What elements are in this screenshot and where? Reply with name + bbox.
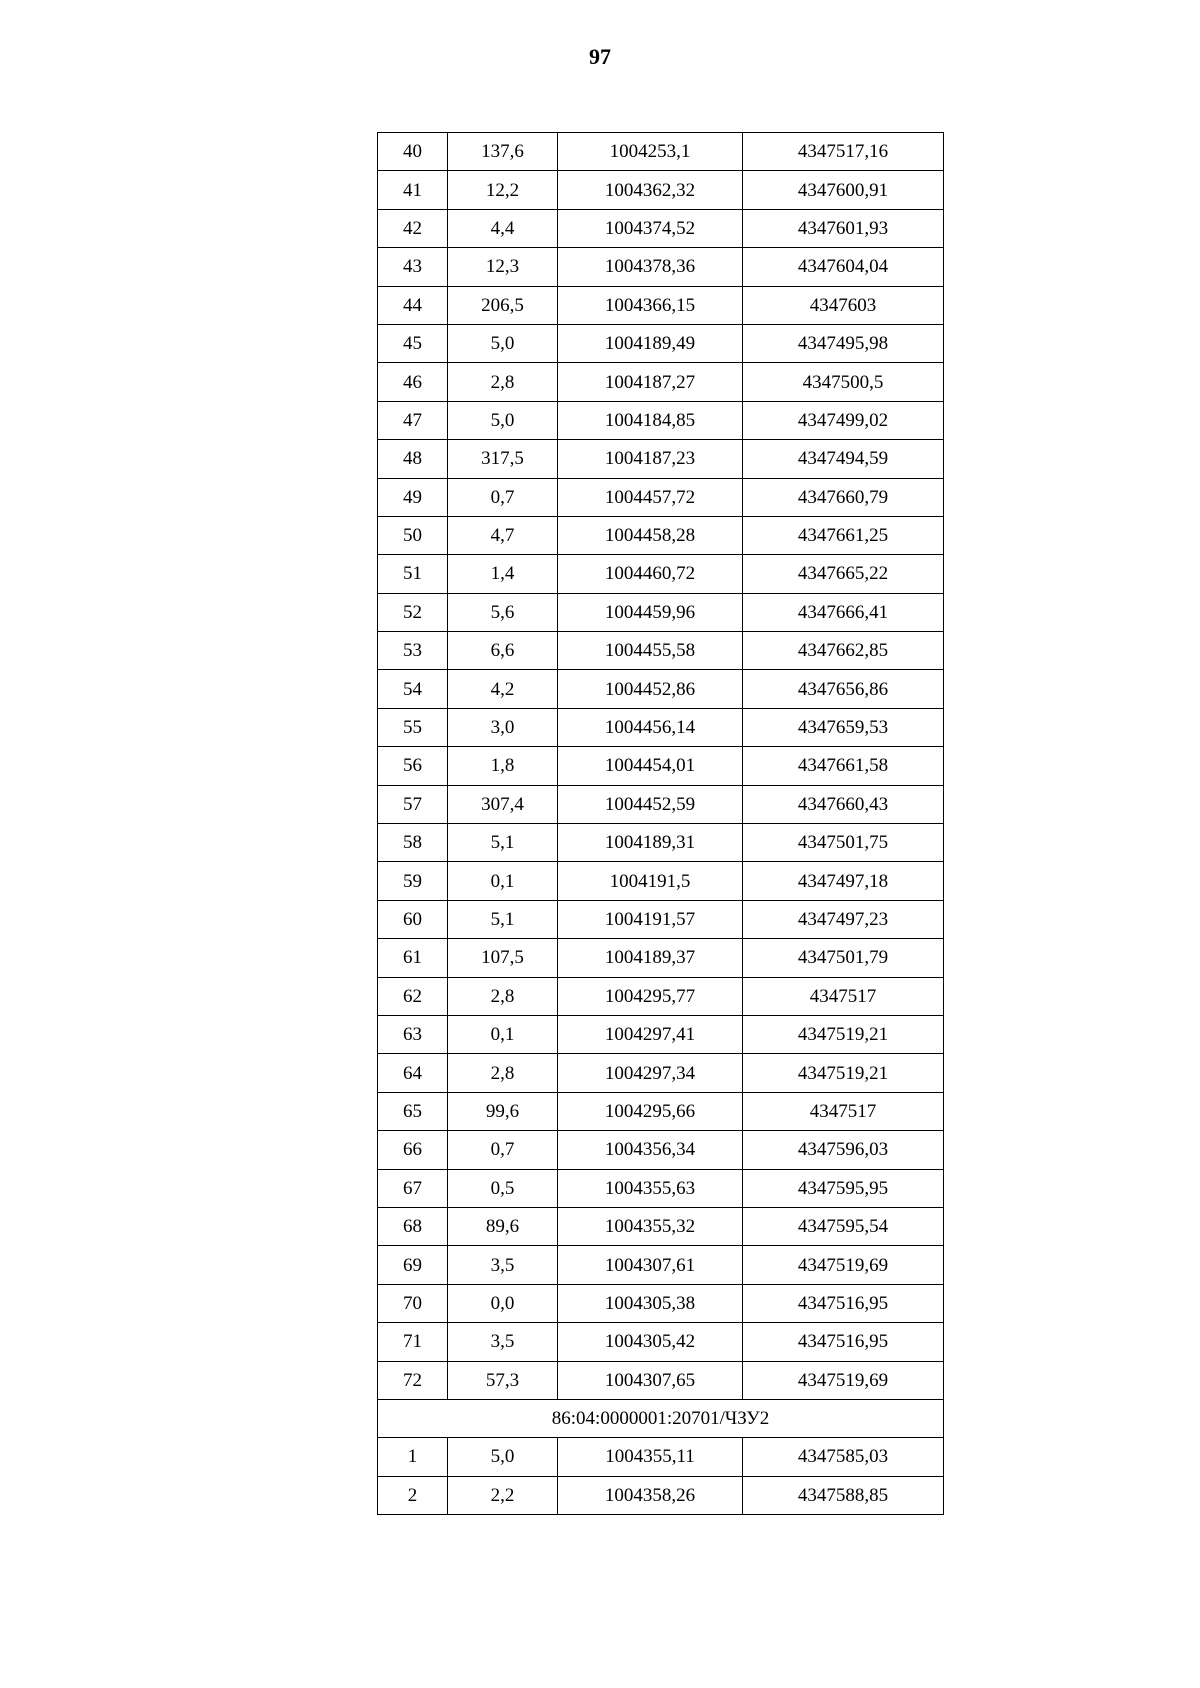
table-row (378, 1207, 944, 1245)
x-coordinate-cell: 1004356,34 (558, 1131, 743, 1169)
x-coordinate-cell: 1004378,36 (558, 248, 743, 286)
y-coordinate-cell: 4347519,69 (743, 1361, 944, 1399)
section-row (378, 1399, 944, 1437)
segment-length-cell: 5,0 (448, 401, 558, 439)
point-number-cell: 48 (378, 440, 448, 478)
y-coordinate-cell: 4347595,54 (743, 1207, 944, 1245)
x-coordinate-cell: 1004366,15 (558, 286, 743, 324)
segment-length-cell: 5,1 (448, 900, 558, 938)
point-number-cell: 57 (378, 785, 448, 823)
x-coordinate-cell: 1004305,42 (558, 1323, 743, 1361)
segment-length-cell: 0,0 (448, 1284, 558, 1322)
y-coordinate-cell: 4347519,21 (743, 1015, 944, 1053)
x-coordinate-cell: 1004358,26 (558, 1476, 743, 1514)
segment-length-cell: 307,4 (448, 785, 558, 823)
x-coordinate-cell: 1004191,5 (558, 862, 743, 900)
y-coordinate-cell: 4347595,95 (743, 1169, 944, 1207)
segment-length-cell: 1,8 (448, 747, 558, 785)
table-row (378, 1246, 944, 1284)
y-coordinate-cell: 4347501,75 (743, 824, 944, 862)
segment-length-cell: 2,2 (448, 1476, 558, 1514)
point-number-cell: 40 (378, 133, 448, 171)
table-row (378, 939, 944, 977)
table-row (378, 555, 944, 593)
table-row (378, 1131, 944, 1169)
table-row (378, 747, 944, 785)
segment-length-cell: 5,0 (448, 324, 558, 362)
table-row (378, 1092, 944, 1130)
y-coordinate-cell: 4347497,23 (743, 900, 944, 938)
segment-length-cell: 2,8 (448, 977, 558, 1015)
table-row (378, 209, 944, 247)
table-row (378, 1015, 944, 1053)
y-coordinate-cell: 4347601,93 (743, 209, 944, 247)
y-coordinate-cell: 4347495,98 (743, 324, 944, 362)
segment-length-cell: 0,7 (448, 478, 558, 516)
table-row (378, 133, 944, 171)
table-row (378, 900, 944, 938)
table-row (378, 1361, 944, 1399)
segment-length-cell: 206,5 (448, 286, 558, 324)
x-coordinate-cell: 1004460,72 (558, 555, 743, 593)
x-coordinate-cell: 1004355,11 (558, 1438, 743, 1476)
y-coordinate-cell: 4347517,16 (743, 133, 944, 171)
point-number-cell: 54 (378, 670, 448, 708)
x-coordinate-cell: 1004452,59 (558, 785, 743, 823)
point-number-cell: 59 (378, 862, 448, 900)
y-coordinate-cell: 4347519,69 (743, 1246, 944, 1284)
x-coordinate-cell: 1004184,85 (558, 401, 743, 439)
table-row (378, 478, 944, 516)
segment-length-cell: 99,6 (448, 1092, 558, 1130)
point-number-cell: 2 (378, 1476, 448, 1514)
point-number-cell: 56 (378, 747, 448, 785)
y-coordinate-cell: 4347661,58 (743, 747, 944, 785)
point-number-cell: 49 (378, 478, 448, 516)
x-coordinate-cell: 1004374,52 (558, 209, 743, 247)
table-row (378, 248, 944, 286)
table-row (378, 324, 944, 362)
y-coordinate-cell: 4347661,25 (743, 516, 944, 554)
y-coordinate-cell: 4347596,03 (743, 1131, 944, 1169)
x-coordinate-cell: 1004457,72 (558, 478, 743, 516)
table-row (378, 593, 944, 631)
x-coordinate-cell: 1004189,49 (558, 324, 743, 362)
table-row (378, 708, 944, 746)
x-coordinate-cell: 1004362,32 (558, 171, 743, 209)
segment-length-cell: 89,6 (448, 1207, 558, 1245)
y-coordinate-cell: 4347604,04 (743, 248, 944, 286)
segment-length-cell: 5,0 (448, 1438, 558, 1476)
point-number-cell: 70 (378, 1284, 448, 1322)
table-row (378, 401, 944, 439)
table-row (378, 516, 944, 554)
segment-length-cell: 6,6 (448, 632, 558, 670)
coordinates-table (377, 132, 944, 1515)
x-coordinate-cell: 1004355,63 (558, 1169, 743, 1207)
segment-length-cell: 57,3 (448, 1361, 558, 1399)
y-coordinate-cell: 4347603 (743, 286, 944, 324)
x-coordinate-cell: 1004295,66 (558, 1092, 743, 1130)
table-row (378, 440, 944, 478)
table-row (378, 1438, 944, 1476)
x-coordinate-cell: 1004189,31 (558, 824, 743, 862)
table-row (378, 824, 944, 862)
table-row (378, 785, 944, 823)
point-number-cell: 67 (378, 1169, 448, 1207)
y-coordinate-cell: 4347585,03 (743, 1438, 944, 1476)
segment-length-cell: 2,8 (448, 363, 558, 401)
x-coordinate-cell: 1004297,41 (558, 1015, 743, 1053)
table-row (378, 670, 944, 708)
point-number-cell: 60 (378, 900, 448, 938)
point-number-cell: 52 (378, 593, 448, 631)
point-number-cell: 42 (378, 209, 448, 247)
x-coordinate-cell: 1004187,23 (558, 440, 743, 478)
y-coordinate-cell: 4347516,95 (743, 1284, 944, 1322)
segment-length-cell: 107,5 (448, 939, 558, 977)
point-number-cell: 68 (378, 1207, 448, 1245)
segment-length-cell: 5,6 (448, 593, 558, 631)
y-coordinate-cell: 4347519,21 (743, 1054, 944, 1092)
table-row (378, 1169, 944, 1207)
segment-length-cell: 317,5 (448, 440, 558, 478)
segment-length-cell: 2,8 (448, 1054, 558, 1092)
point-number-cell: 41 (378, 171, 448, 209)
segment-length-cell: 12,3 (448, 248, 558, 286)
table-row (378, 1323, 944, 1361)
point-number-cell: 45 (378, 324, 448, 362)
table-row (378, 171, 944, 209)
table-row (378, 1054, 944, 1092)
y-coordinate-cell: 4347659,53 (743, 708, 944, 746)
y-coordinate-cell: 4347588,85 (743, 1476, 944, 1514)
point-number-cell: 71 (378, 1323, 448, 1361)
coordinates-table-body (378, 133, 944, 1515)
x-coordinate-cell: 1004189,37 (558, 939, 743, 977)
x-coordinate-cell: 1004459,96 (558, 593, 743, 631)
point-number-cell: 66 (378, 1131, 448, 1169)
segment-length-cell: 0,1 (448, 1015, 558, 1053)
segment-length-cell: 0,1 (448, 862, 558, 900)
x-coordinate-cell: 1004297,34 (558, 1054, 743, 1092)
x-coordinate-cell: 1004191,57 (558, 900, 743, 938)
point-number-cell: 61 (378, 939, 448, 977)
point-number-cell: 65 (378, 1092, 448, 1130)
y-coordinate-cell: 4347494,59 (743, 440, 944, 478)
segment-length-cell: 4,4 (448, 209, 558, 247)
y-coordinate-cell: 4347600,91 (743, 171, 944, 209)
point-number-cell: 44 (378, 286, 448, 324)
point-number-cell: 69 (378, 1246, 448, 1284)
page-number: 97 (589, 44, 611, 69)
y-coordinate-cell: 4347500,5 (743, 363, 944, 401)
point-number-cell: 58 (378, 824, 448, 862)
y-coordinate-cell: 4347517 (743, 1092, 944, 1130)
x-coordinate-cell: 1004455,58 (558, 632, 743, 670)
segment-length-cell: 3,5 (448, 1246, 558, 1284)
y-coordinate-cell: 4347497,18 (743, 862, 944, 900)
segment-length-cell: 0,5 (448, 1169, 558, 1207)
point-number-cell: 63 (378, 1015, 448, 1053)
point-number-cell: 51 (378, 555, 448, 593)
segment-length-cell: 0,7 (448, 1131, 558, 1169)
table-row (378, 363, 944, 401)
x-coordinate-cell: 1004454,01 (558, 747, 743, 785)
x-coordinate-cell: 1004307,61 (558, 1246, 743, 1284)
segment-length-cell: 4,7 (448, 516, 558, 554)
x-coordinate-cell: 1004307,65 (558, 1361, 743, 1399)
y-coordinate-cell: 4347660,43 (743, 785, 944, 823)
y-coordinate-cell: 4347666,41 (743, 593, 944, 631)
x-coordinate-cell: 1004253,1 (558, 133, 743, 171)
point-number-cell: 43 (378, 248, 448, 286)
y-coordinate-cell: 4347501,79 (743, 939, 944, 977)
segment-length-cell: 137,6 (448, 133, 558, 171)
point-number-cell: 62 (378, 977, 448, 1015)
x-coordinate-cell: 1004295,77 (558, 977, 743, 1015)
x-coordinate-cell: 1004456,14 (558, 708, 743, 746)
point-number-cell: 72 (378, 1361, 448, 1399)
table-row (378, 1476, 944, 1514)
point-number-cell: 50 (378, 516, 448, 554)
y-coordinate-cell: 4347665,22 (743, 555, 944, 593)
x-coordinate-cell: 1004458,28 (558, 516, 743, 554)
y-coordinate-cell: 4347656,86 (743, 670, 944, 708)
point-number-cell: 47 (378, 401, 448, 439)
table-row (378, 977, 944, 1015)
y-coordinate-cell: 4347516,95 (743, 1323, 944, 1361)
segment-length-cell: 1,4 (448, 555, 558, 593)
segment-length-cell: 4,2 (448, 670, 558, 708)
point-number-cell: 53 (378, 632, 448, 670)
segment-length-cell: 5,1 (448, 824, 558, 862)
x-coordinate-cell: 1004305,38 (558, 1284, 743, 1322)
table-row (378, 286, 944, 324)
y-coordinate-cell: 4347499,02 (743, 401, 944, 439)
table-row (378, 632, 944, 670)
point-number-cell: 46 (378, 363, 448, 401)
table-row (378, 862, 944, 900)
segment-length-cell: 12,2 (448, 171, 558, 209)
segment-length-cell: 3,0 (448, 708, 558, 746)
x-coordinate-cell: 1004452,86 (558, 670, 743, 708)
y-coordinate-cell: 4347662,85 (743, 632, 944, 670)
point-number-cell: 55 (378, 708, 448, 746)
point-number-cell: 64 (378, 1054, 448, 1092)
x-coordinate-cell: 1004355,32 (558, 1207, 743, 1245)
segment-length-cell: 3,5 (448, 1323, 558, 1361)
y-coordinate-cell: 4347660,79 (743, 478, 944, 516)
section-heading: 86:04:0000001:20701/ЧЗУ2 (378, 1399, 944, 1437)
y-coordinate-cell: 4347517 (743, 977, 944, 1015)
x-coordinate-cell: 1004187,27 (558, 363, 743, 401)
table-row (378, 1284, 944, 1322)
point-number-cell: 1 (378, 1438, 448, 1476)
